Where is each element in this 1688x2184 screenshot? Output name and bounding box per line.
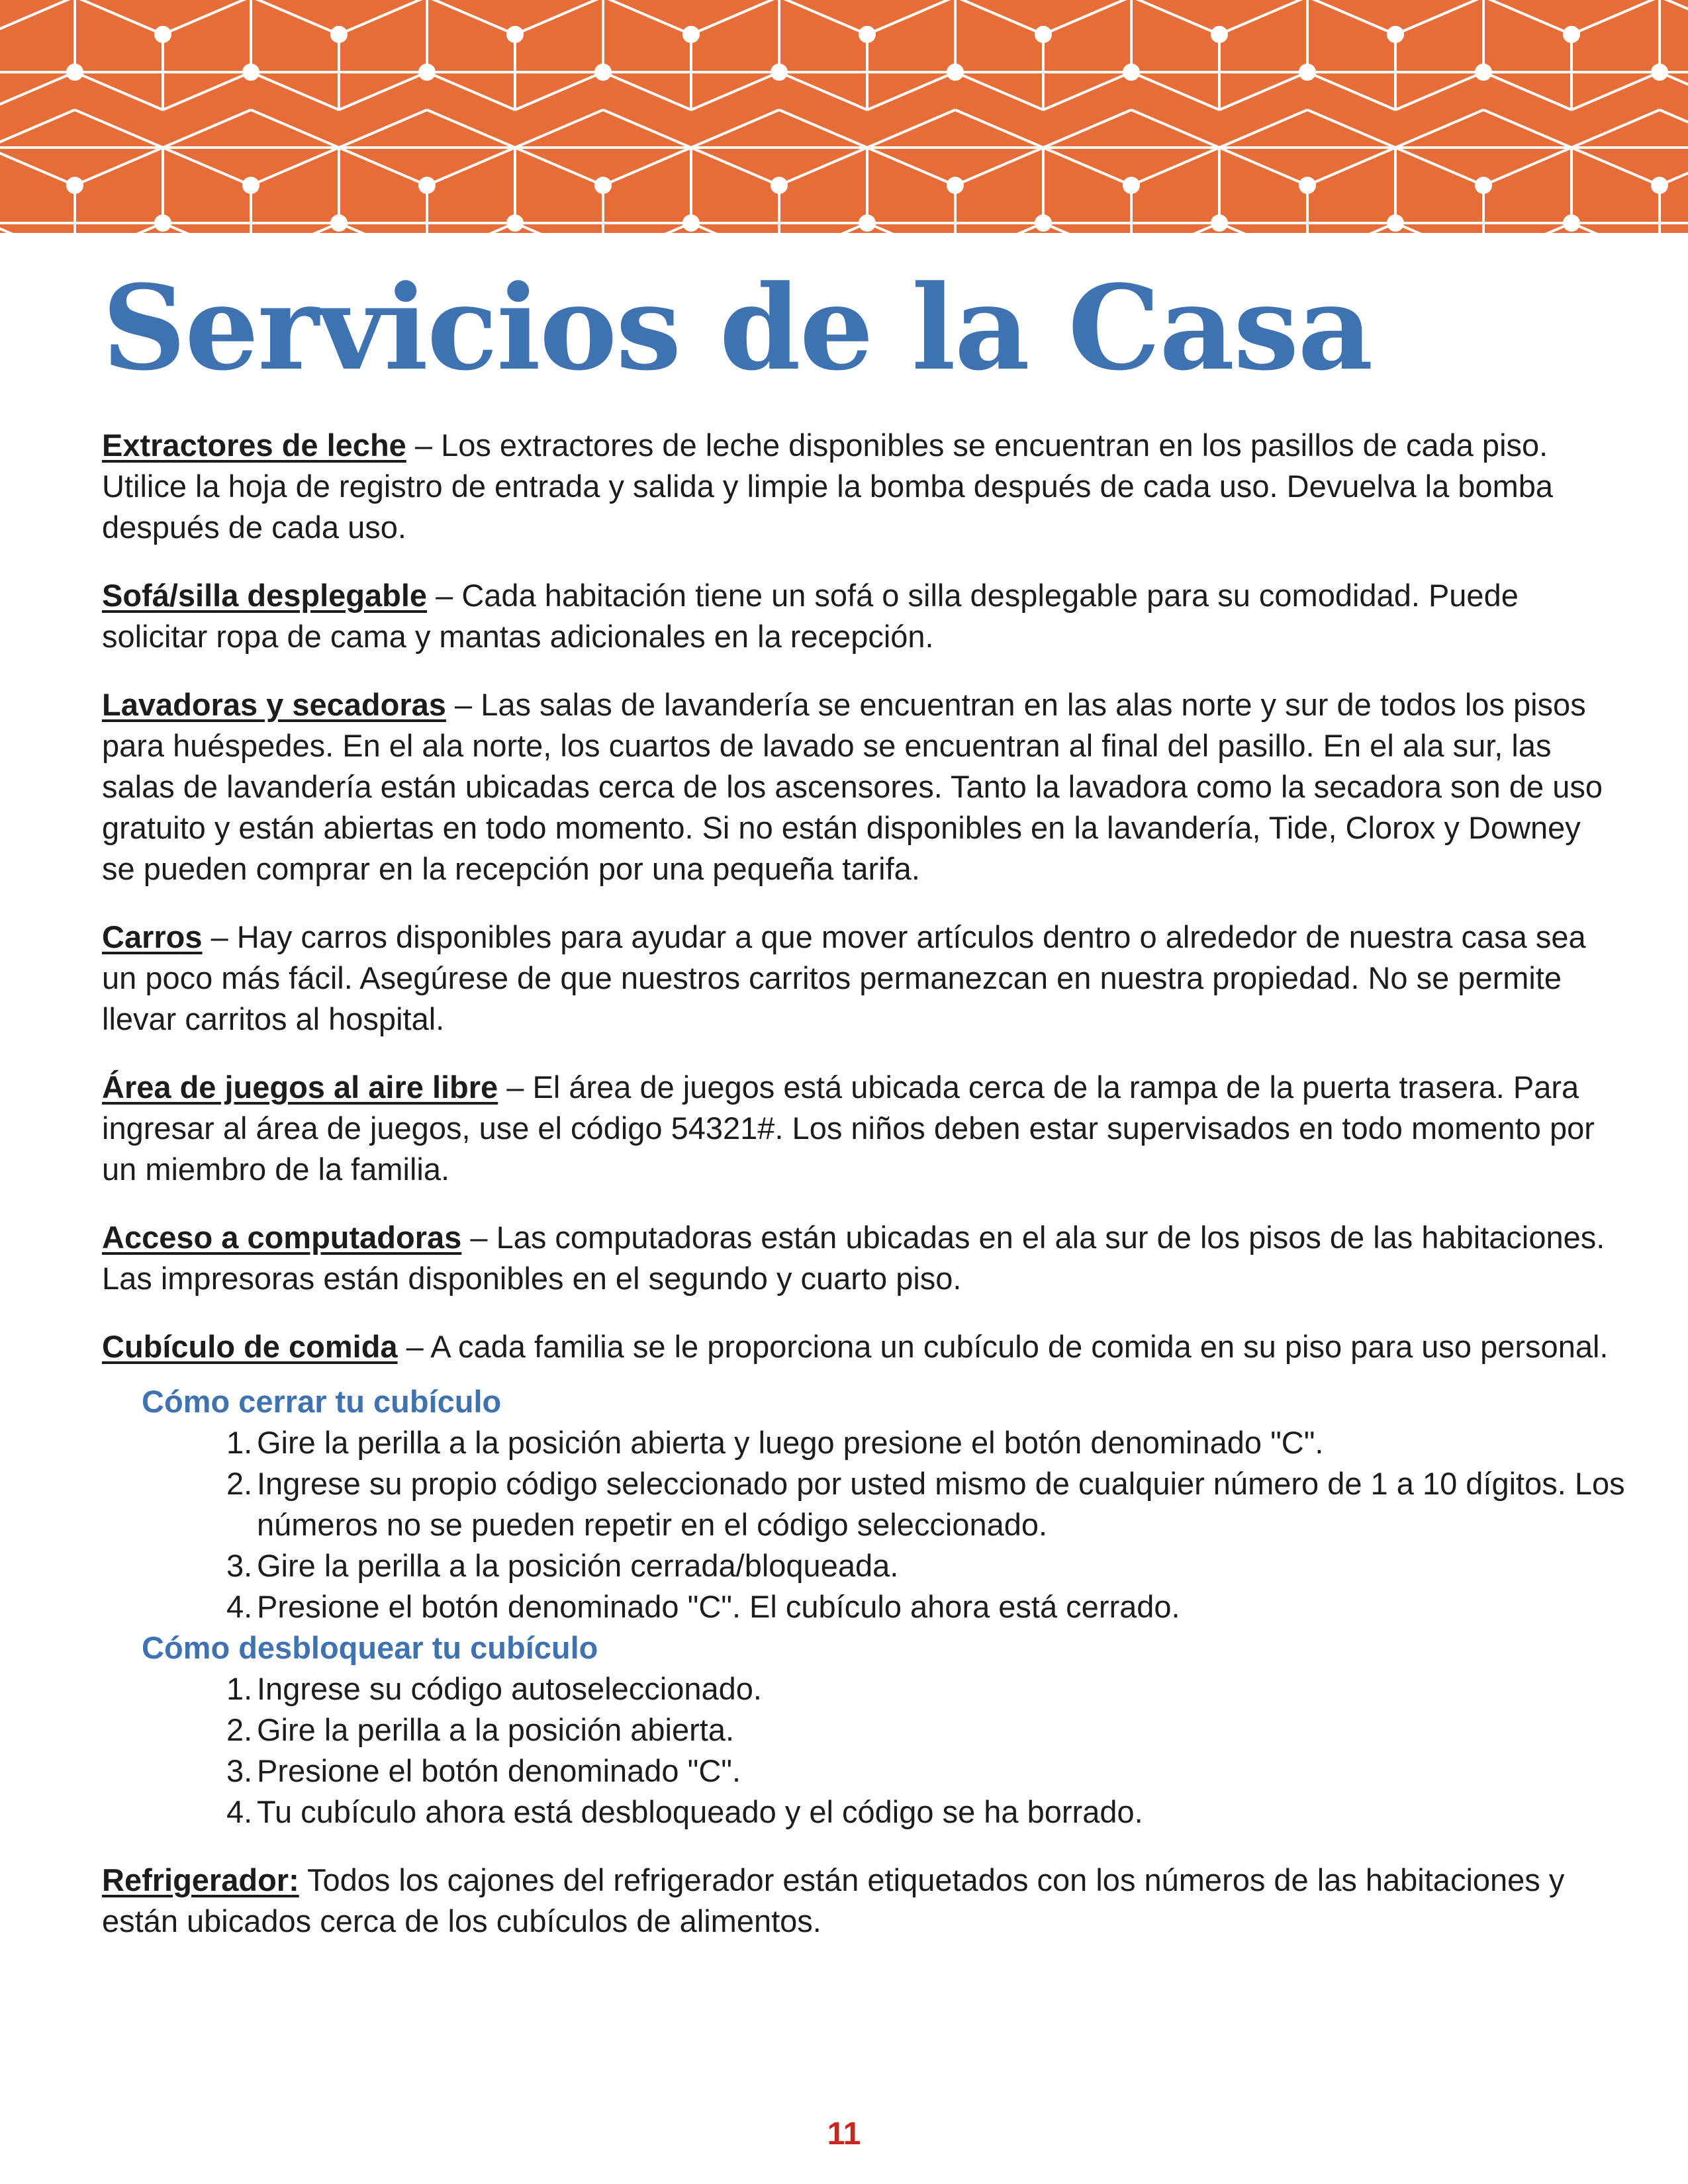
step-number: 4.: [226, 1589, 253, 1624]
services-content: [102, 425, 1671, 1969]
section-separator: –: [397, 1329, 431, 1364]
section-term: Extractores de leche: [102, 428, 406, 463]
list-item: [226, 1422, 1671, 1463]
section-laundry: [102, 684, 1618, 889]
section-separator: –: [427, 578, 462, 613]
section-separator: –: [406, 428, 442, 463]
step-text: Gire la perilla a la posición cerrada/bloqueada.: [257, 1548, 899, 1583]
step-text: Ingrese su código autoseleccionado.: [257, 1671, 762, 1706]
section-separator: –: [445, 687, 481, 722]
section-sofa-bed: [102, 575, 1618, 657]
step-text: Tu cubículo ahora está desbloqueado y el código se ha borrado.: [257, 1794, 1143, 1829]
list-item: [226, 1668, 1671, 1709]
list-item: [226, 1463, 1671, 1545]
step-text: Presione el botón denominado "C". El cubículo ahora está cerrado.: [257, 1589, 1180, 1624]
section-separator: –: [461, 1220, 496, 1255]
geometric-pattern-graphic: [0, 0, 1688, 233]
step-number: 3.: [226, 1548, 253, 1583]
header-banner: [0, 0, 1688, 233]
section-breast-pumps: [102, 425, 1618, 548]
list-item: [226, 1545, 1671, 1586]
section-text: Todos los cajones del refrigerador están etiquetados con los números de las habitaciones y están ubicados cerca de los cubículos de alimentos.: [102, 1862, 1565, 1938]
lock-steps: [142, 1422, 1671, 1627]
section-carts: [102, 917, 1618, 1040]
section-term: Sofá/silla desplegable: [102, 578, 428, 613]
section-text: A cada familia se le proporciona un cubículo de comida en su piso para uso personal.: [430, 1329, 1609, 1364]
step-text: Ingrese su propio código seleccionado por usted mismo de cualquier número de 1 a 10 dígitos. Los números no se pueden repetir en el código seleccionado.: [257, 1466, 1625, 1542]
unlock-steps: [142, 1668, 1671, 1833]
section-text: El área de juegos está ubicada cerca de la rampa de la puerta trasera. Para ingresar al área de juegos, use el código 54321#. Los niños deben estar supervisados en todo momento por un miembro de la familia.: [102, 1069, 1595, 1187]
list-item: [226, 1751, 1671, 1792]
section-text: Las salas de lavandería se encuentran en las alas norte y sur de todos los pisos para huéspedes. En el ala norte, los cuartos de lavado se encuentran al final del pasillo. En el ala sur, las salas de lavandería están ubicadas cerca de los ascensores. Tanto la lavadora como la secadora son de uso gratuito y están abiertas en todo momento. Si no están disponibles en la lavandería, Tide, Clorox y Downey se pueden comprar en la recepción por una pequeña tarifa.: [102, 687, 1603, 886]
step-text: Gire la perilla a la posición abierta.: [257, 1712, 735, 1747]
section-term: Refrigerador:: [102, 1862, 299, 1897]
section-term: Cubículo de comida: [102, 1329, 398, 1364]
step-number: 2.: [226, 1712, 253, 1747]
section-text: Las computadoras están ubicadas en el ala sur de los pisos de las habitaciones. Las impresoras están disponibles en el segundo y cuarto piso.: [102, 1220, 1605, 1296]
step-number: 1.: [226, 1425, 253, 1460]
section-text: Cada habitación tiene un sofá o silla desplegable para su comodidad. Puede solicitar ropa de cama y mantas adicionales en la recepción.: [102, 578, 1519, 654]
section-food-cubicle: [102, 1326, 1618, 1367]
section-text: Los extractores de leche disponibles se encuentran en los pasillos de cada piso. Utilice la hoja de registro de entrada y salida y limpie la bomba después de cada uso. Devuelva la bomba después de cada uso.: [102, 428, 1553, 545]
section-term: Lavadoras y secadoras: [102, 687, 446, 722]
section-playground: [102, 1067, 1618, 1190]
section-refrigerator: [102, 1860, 1618, 1942]
section-term: Carros: [102, 919, 203, 954]
section-computers: [102, 1217, 1618, 1299]
section-separator: [299, 1862, 307, 1897]
page-number: 11: [827, 2116, 861, 2152]
step-text: Gire la perilla a la posición abierta y luego presione el botón denominado "C".: [257, 1425, 1324, 1460]
section-term: Área de juegos al aire libre: [102, 1069, 498, 1105]
section-text: Hay carros disponibles para ayudar a que mover artículos dentro o alrededor de nuestra casa sea un poco más fácil. Asegúrese de que nuestros carritos permanezcan en nuestra propiedad. No se permite llevar carritos al hospital.: [102, 919, 1586, 1036]
list-item: [226, 1792, 1671, 1833]
lock-heading: Cómo cerrar tu cubículo: [142, 1384, 502, 1419]
list-item: [226, 1586, 1671, 1627]
section-separator: –: [202, 919, 237, 954]
unlock-heading: Cómo desbloquear tu cubículo: [142, 1630, 598, 1665]
section-separator: –: [498, 1069, 533, 1105]
banner-background: [0, 0, 1688, 233]
list-item: [226, 1709, 1671, 1751]
step-text: Presione el botón denominado "C".: [257, 1753, 741, 1788]
lock-instructions: [142, 1381, 1671, 1833]
step-number: 2.: [226, 1466, 253, 1501]
section-term: Acceso a computadoras: [102, 1220, 462, 1255]
page-title: Servicios de la Casa: [102, 259, 1372, 396]
step-number: 4.: [226, 1794, 253, 1829]
step-number: 1.: [226, 1671, 253, 1706]
step-number: 3.: [226, 1753, 253, 1788]
